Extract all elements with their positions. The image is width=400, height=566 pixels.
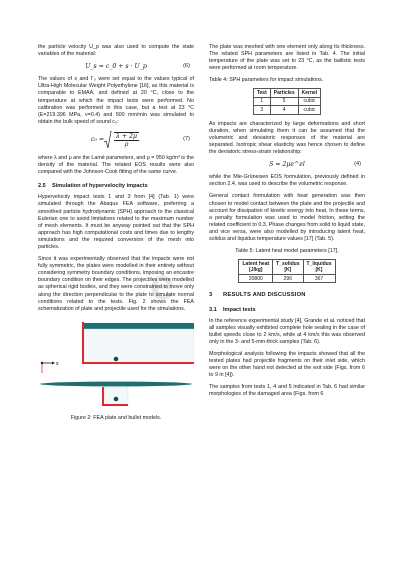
paragraph: General contact formulation with heat generation was then chosen to model contact between the plate and the projectile and account for dissipation of kinetic energy into heat. In these terms, a penalty formulation was used to model friction, setting the related coefficient to 0.3. Phase changes from solid to liquid state, and vice versa, were also modelled by introducing latent heat, solidus and liquidus temperature values [17] (Tab. 5).: [209, 193, 365, 242]
right-column: [209, 44, 365, 404]
x-axis-label: x: [56, 360, 59, 367]
figure-2: [38, 319, 194, 413]
table-header: Test: [253, 89, 270, 97]
section-heading: 3 RESULTS AND DISCUSSION: [209, 292, 306, 299]
table-4: [253, 88, 321, 114]
paragraph: As impacts are characterized by large deformations and short duration, when simulating them it can be assumed that the volumetric and deviatoric responses of the material are separated. Isotropic shear elasticity was hence chosen to define the deviatoric stress-strain relationship:: [209, 120, 365, 156]
equation-6: [38, 63, 194, 70]
table-header: Particles: [270, 89, 298, 97]
axis-origin: [41, 362, 43, 364]
boundary-left: [82, 322, 84, 364]
plate-side: [40, 381, 192, 386]
fraction: [114, 132, 139, 148]
table-cell: 296: [273, 275, 303, 283]
table-header: T_solidus [K]: [273, 260, 303, 275]
table-row: [253, 97, 320, 105]
bullet-boundary-left: [102, 387, 104, 406]
table-cell: 20800: [239, 275, 273, 283]
table-cell: cubic: [298, 106, 321, 114]
bullet-mesh: [104, 387, 128, 405]
paragraph: The plate was meshed with one element only along its thickness. The related SPH parameters are listed in Tab. 4. The initial temperature of the plate was set to 23 °C, as the ballistic tests were performed at room temperature.: [209, 44, 365, 72]
table-cell: 5: [270, 97, 298, 105]
paragraph: The samples from tests 1, 4 and 5 indicated in Tab. 6 had similar morphologies of the damaged area (Figs. from 6: [209, 384, 365, 398]
left-column: [38, 44, 194, 428]
paragraph: Since it was experimentally observed that the impacts were not fully symmetric, the plates were modelled in their entirety without considering symmetry boundary conditions, imposing an encastre boundary condition on their edges. The projectiles were modelled as spherical rigid bodies, and they were constrained to move only along the direction perpendicular to the plate to simulate normal conditions related to the tests. Fig. 2 shows the FEA schematization of plate and projectile used for the simulations.: [38, 256, 194, 312]
table-header: Kernel: [298, 89, 321, 97]
table-row: [253, 106, 320, 114]
section-heading: 2.5 Simulation of hypervelocity impacts: [38, 183, 148, 190]
table-cell: 1: [253, 97, 270, 105]
table-cell: 4: [270, 106, 298, 114]
fea-model-drawing: [38, 319, 194, 413]
boundary-bottom: [82, 362, 194, 364]
table-header: T_liquidus [K]: [303, 260, 335, 275]
plate-mesh-top: [84, 323, 194, 329]
equation-text: S = 2μe^el: [269, 161, 305, 169]
equation-number: (6): [183, 63, 190, 70]
paragraph: Hypervelocity impact tests 1 and 3 from [4] (Tab. 1) were simulated through the Abaqus FEA software, preferring a smoothed particle hydrodynamic (SPH) approach to the classical Eulerian one to avoid limitations related to the maximum number of mesh elements. It must be anyway pointed out that the SPH approach has high computational costs and times due to lengthy simulations and the required conversion of the mesh into particles.: [38, 194, 194, 250]
sqrt-symbol: [104, 131, 141, 149]
table-cell: 3: [253, 106, 270, 114]
watermark: e: [150, 260, 177, 309]
table-row: [239, 275, 335, 283]
subsection-heading: 3.1 Impact tests: [209, 306, 256, 313]
table-5-caption: Table 5: Latent heat model parameters [17].: [235, 248, 339, 255]
equation-number: (4): [354, 161, 361, 168]
equation-text: U_s = c_0 + s · U_p: [85, 63, 147, 71]
paragraph: the particle velocity U_p was also used to compute the state variables of the material:: [38, 44, 194, 58]
table-cell: 367: [303, 275, 335, 283]
equation-number: (7): [183, 136, 190, 143]
table-header: Latent heat [J/kg]: [239, 260, 273, 275]
plate-body: [84, 329, 194, 363]
bullet-bottom: [114, 397, 119, 402]
bullet-top: [114, 357, 119, 362]
table-4-caption: Table 4: SPH parameters for impact simulations.: [209, 77, 324, 84]
numerator: λ + 2μ: [116, 132, 138, 140]
paragraph: Morphological analysis following the impacts showed that all the tested plates had projectile fragments on their inlet side, which were on the other hand not detected at the exit side (Figs. from 6 to 9 in [4]).: [209, 350, 365, 379]
paragraph: while the Mie-Grüneisen EOS formulation, previously defined in section 2.4, was used to describe the volumetric response.: [209, 174, 365, 188]
equation-lhs: c₀ =: [90, 136, 105, 144]
x-axis-arrow: [52, 361, 55, 364]
table-cell: cubic: [298, 97, 321, 105]
table-header-row: [253, 89, 320, 97]
paragraph: The values of s and Γ₀ were set equal to the values typical of Ultra-High Molecular Weight Polyethylene [16], as this material is comparable to EMAA, and defined at 20 °C, close to the temperature at which the impact tests were performed. No calibration was performed in this case, but a test at 23 °C (E=219.396 MPa, ν=0.4) and 500 mm/min was simulated to obtain the bulk speed of sound c₀:: [38, 76, 194, 125]
equation-4: [209, 161, 365, 168]
paragraph: where λ and μ are the Lamé parameters, and ρ = 950 kg/m³ is the density of the material. The related EOS results were also compared with the Johnson-Cook fitting of the same curve.: [38, 154, 194, 176]
figure-caption: Figure 2: FEA plate and bullet models.: [70, 414, 162, 421]
table-5: [238, 259, 335, 283]
denominator: ρ: [124, 140, 129, 148]
paragraph: In the reference experimental study [4], Grande et al. noticed that all samples visually exhibited complete hole sealing in the case of bullet speeds close to 2 km/s, while at 4 km/s this was observed only in the 3- and 5-mm-thick samples (Tab. 6).: [209, 317, 365, 345]
table-header-row: [239, 260, 335, 275]
equation-7: [38, 131, 194, 149]
bullet-boundary-bottom: [102, 404, 128, 406]
